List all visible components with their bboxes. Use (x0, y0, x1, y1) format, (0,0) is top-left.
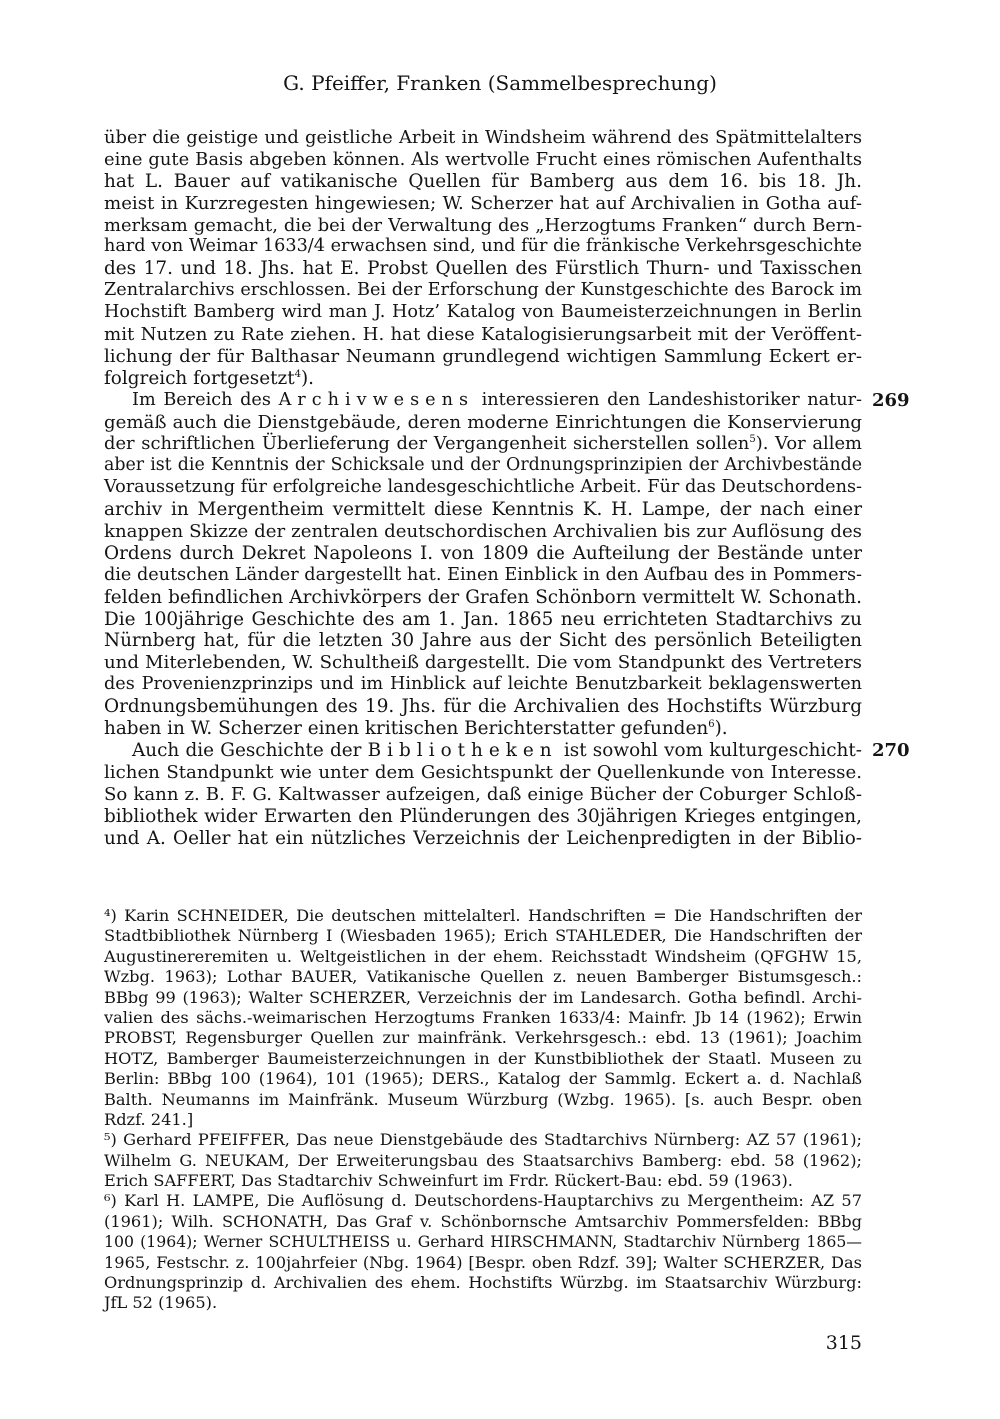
footnotes (104, 906, 862, 1314)
footnote-line: Ordnungsprinzip d. Archivalien des ehem. Hochstifts Würzbg. im Staatsarchiv Würzburg: (104, 1273, 862, 1293)
margin-number: 269 (872, 389, 910, 411)
body-line: hard von Weimar 1633/4 erwachsen sind, und für die fränkische Verkehrsgeschichte (104, 236, 862, 257)
body-line: archiv in Mergentheim vermittelt diese Kenntnis K. H. Lampe, der nach einer (104, 499, 862, 521)
body-line: hat L. Bauer auf vatikanische Quellen für Bamberg aus dem 16. bis 18. Jh. (104, 170, 862, 192)
body-text-span: ). (714, 718, 728, 740)
body-line: des 17. und 18. Jhs. hat E. Probst Quellen des Fürstlich Thurn- und Taxisschen (104, 258, 862, 280)
body-line: aber ist die Kenntnis der Schicksale und der Ordnungsprinzipien der Archivbestände (104, 455, 862, 476)
body-line (104, 433, 862, 455)
body-line: bibliothek wider Erwarten den Plünderungen des 30jährigen Krieges entgingen, (104, 805, 862, 827)
margin-number: 270 (872, 739, 910, 761)
footnote-line: Stadtbibliothek Nürnberg I (Wiesbaden 1965); Erich STAHLEDER, Die Handschriften der (104, 926, 862, 946)
body-line: Nürnberg hat, für die letzten 30 Jahre aus der Sicht des persönlich Beteiligten (104, 630, 862, 652)
footnote-line: JfL 52 (1965). (104, 1293, 218, 1313)
body-line: und Miterlebenden, W. Schultheiß dargestellt. Die vom Standpunkt des Vertreters (104, 652, 862, 674)
body-text-span: ist sowohl vom kulturgeschicht- (557, 739, 862, 761)
footnote-ref-6[interactable]: 6 (708, 718, 715, 730)
body-text-span: folgreich fortgesetzt (104, 367, 295, 389)
body-line: felden befindlichen Archivkörpers der Grafen Schönborn vermittelt W. Schonath. (104, 586, 862, 608)
footnote-ref-5[interactable]: 5 (749, 434, 756, 446)
body-line: lichung der für Balthasar Neumann grundlegend wichtigen Sammlung Eckert er- (104, 345, 862, 367)
body-text-span: Auch die Geschichte der (132, 739, 368, 761)
body-line: gemäß auch die Dienstgebäude, deren moderne Einrichtungen die Konservierung (104, 411, 862, 433)
body-text (104, 127, 910, 849)
footnote-line: Rdzf. 241.] (104, 1109, 194, 1129)
spaced-keyword: Archivwesens (278, 389, 475, 410)
body-line: merksam gemacht, die bei der Verwaltung des „Herzogtums Franken“ durch Bern- (104, 214, 862, 236)
footnote-line: HOTZ, Bamberger Baumeisterzeichnungen in der Kunstbibliothek der Staatl. Museen zu (104, 1048, 862, 1068)
footnote-line: 1965, Festschr. z. 100jahrfeier (Nbg. 1964) [Bespr. oben Rdzf. 39]; Walter SCHERZER, Das (104, 1252, 862, 1272)
running-head: G. Pfeiffer, Franken (Sammelbesprechung) (283, 71, 717, 95)
footnote-line: Balth. Neumanns im Mainfränk. Museum Würzburg (Wzbg. 1965). [s. auch Bespr. oben (104, 1089, 862, 1109)
body-line: Die 100jährige Geschichte des am 1. Jan. 1865 neu errichteten Stadtarchivs zu (104, 608, 862, 630)
body-line: Ordnungsbemühungen des 19. Jhs. für die Archivalien des Hochstifts Würzburg (104, 696, 862, 718)
body-line: über die geistige und geistliche Arbeit in Windsheim während des Spätmittelalters (104, 127, 862, 148)
footnote-line: ⁴) Karin SCHNEIDER, Die deutschen mittelalterl. Handschriften = Die Handschriften der (104, 906, 862, 925)
footnote-line: ⁵) Gerhard PFEIFFER, Das neue Dienstgebäude des Stadtarchivs Nürnberg: AZ 57 (1961); (104, 1130, 862, 1150)
body-text-span: haben in W. Scherzer einen kritischen Berichterstatter gefunden (104, 718, 709, 740)
body-line: des Provenienzprinzips und im Hinblick auf leichte Benutzbarkeit beklagenswerten (104, 674, 862, 695)
footnote-line: Berlin: BBbg 100 (1964), 101 (1965); DERS., Katalog der Sammlg. Eckert a. d. Nachlaß (104, 1069, 862, 1089)
body-text-span: der schriftlichen Überlieferung der Vergangenheit sicherstellen sollen (104, 433, 750, 455)
body-line: Hochstift Bamberg wird man J. Hotz’ Katalog von Baumeisterzeichnungen in Berlin (104, 302, 862, 323)
footnote-line: ⁶) Karl H. LAMPE, Die Auflösung d. Deutschordens-Hauptarchivs zu Mergentheim: AZ 57 (104, 1191, 862, 1211)
body-line (104, 389, 910, 412)
body-line: knappen Skizze der zentralen deutschordischen Archivalien bis zur Auflösung des (104, 521, 862, 543)
body-line: und A. Oeller hat ein nützliches Verzeichnis der Leichenpredigten in der Biblio- (104, 827, 862, 849)
footnote-line: PROBST, Regensburger Quellen zur mainfränk. Verkehrsgesch.: ebd. 13 (1961); Joachim (104, 1028, 862, 1048)
page-number: 315 (825, 1332, 862, 1354)
body-line: Zentralarchivs erschlossen. Bei der Erforschung der Kunstgeschichte des Barock im (104, 280, 862, 301)
body-line: Ordens durch Dekret Napoleons I. von 1809 die Aufteilung der Bestände unter (104, 542, 862, 564)
footnote-line: BBbg 99 (1963); Walter SCHERZER, Verzeichnis der im Landesarch. Gotha befindl. Archi- (104, 987, 862, 1007)
body-line (104, 718, 862, 740)
body-line: lichen Standpunkt wie unter dem Gesichtspunkt der Quellenkunde von Interesse. (104, 761, 862, 783)
footnote-line: Wilhelm G. NEUKAM, Der Erweiterungsbau des Staatsarchivs Bamberg: ebd. 58 (1962); (104, 1150, 862, 1170)
footnote-line: (1961); Wilh. SCHONATH, Das Graf v. Schönbornsche Amtsarchiv Pommersfelden: BBbg (104, 1211, 862, 1231)
spaced-keyword: Bibliotheken (367, 739, 558, 761)
body-text-span: ). Vor allem (755, 433, 862, 455)
body-line: meist in Kurzregesten hingewiesen; W. Scherzer hat auf Archivalien in Gotha auf- (104, 192, 862, 214)
body-line: eine gute Basis abgeben können. Als wertvolle Frucht eines römischen Aufenthalts (104, 148, 862, 170)
body-text-span: Im Bereich des (132, 389, 279, 410)
body-line (104, 368, 862, 390)
footnote-line: valien des sächs.-weimarischen Herzogtums Franken 1633/4: Mainfr. Jb 14 (1962); Erwin (104, 1007, 862, 1027)
footnote-ref-4[interactable]: 4 (294, 368, 301, 380)
body-line: die deutschen Länder dargestellt hat. Einen Einblick in den Aufbau des in Pommers- (104, 564, 862, 585)
body-line: So kann z. B. F. G. Kaltwasser aufzeigen, daß einige Bücher der Coburger Schloß- (104, 783, 862, 805)
footnote-line: 100 (1964); Werner SCHULTHEISS u. Gerhard HIRSCHMANN, Stadtarchiv Nürnberg 1865— (104, 1232, 862, 1252)
body-text-span: interessieren den Landeshistoriker natur- (474, 389, 862, 410)
body-text-span: ). (300, 367, 314, 389)
footnote-line: Wzbg. 1963); Lothar BAUER, Vatikanische Quellen z. neuen Bamberger Bistumsgesch.: (104, 967, 862, 987)
body-line: mit Nutzen zu Rate ziehen. H. hat diese Katalogisierungsarbeit mit der Veröffent- (104, 324, 862, 346)
footnote-line: Augustinereremiten u. Weltgeistlichen in der ehem. Reichsstadt Windsheim (QFGHW 15, (104, 946, 862, 966)
footnote-line: Erich SAFFERT, Das Stadtarchiv Schweinfurt im Frdr. Rückert-Bau: ebd. 59 (1963). (104, 1171, 793, 1191)
body-line: Voraussetzung für erfolgreiche landesgeschichtliche Arbeit. Für das Deutschordens- (104, 477, 862, 498)
body-line (104, 739, 910, 762)
